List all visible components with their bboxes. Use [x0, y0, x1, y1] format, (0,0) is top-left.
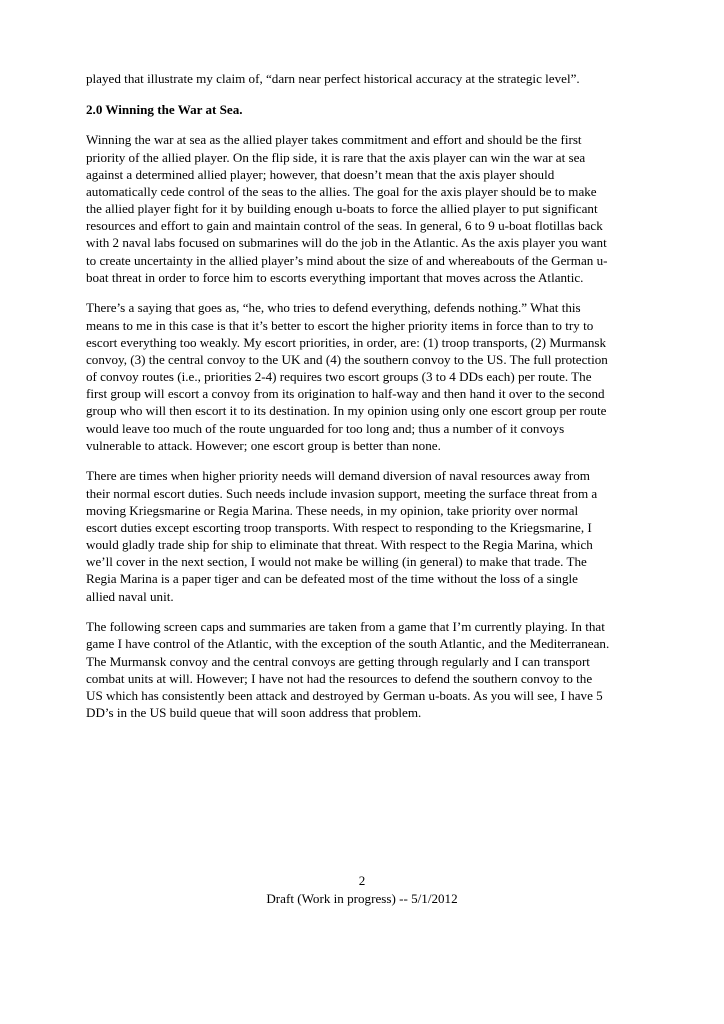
paragraph-winning-overview: Winning the war at sea as the allied player takes commitment and effort and should be the first priority of the allied player. On the flip side, it is rare that the axis player can win the war at sea against a determined allied player; however, that doesn’t mean that the axis player should automatically cede control of the seas to the allies. The goal for the axis player should be to make the allied player fight for it by building enough u-boats to force the allied player to put significant resources and effort to gain and maintain control of the seas. In general, 6 to 9 u-boat flotillas back with 2 naval labs focused on submarines will do the job in the Atlantic. As the axis player you want to create uncertainty in the allied player’s mind about the size of and whereabouts of the German u-boat threat in order to force him to escorts everything important that moves across the Atlantic.	[86, 132, 608, 285]
document-body	[86, 70, 610, 735]
paragraph-continuation: played that illustrate my claim of, “darn near perfect historical accuracy at the strategic level”.	[86, 71, 580, 86]
paragraph-naval-diversion: There are times when higher priority needs will demand diversion of naval resources away from their normal escort duties. Such needs include invasion support, meeting the surface threat from a moving Kriegsmarine or Regia Marina. These needs, in my opinion, take priority over normal escort duties except escorting troop transports. With respect to responding to the Kriegsmarine, I would gladly trade ship for ship to eliminate that threat. With respect to the Regia Marina, which we’ll cover in the next section, I would not make be willing (in general) to make that trade. The Regia Marina is a paper tiger and can be defeated most of the time without the loss of a single allied naval unit.	[86, 468, 598, 604]
footer-note: Draft (Work in progress) -- 5/1/2012	[266, 891, 458, 906]
page-number: 2	[358, 873, 366, 888]
paragraph-screen-caps: The following screen caps and summaries are taken from a game that I’m currently playing. In that game I have control of the Atlantic, with the exception of the south Atlantic, and the Mediterranean. The Murmansk convoy and the central convoys are getting through regularly and I can transport combat units at will. However; I have not had the resources to defend the southern convoy to the US which has consistently been attack and destroyed by German u-boats. As you will see, I have 5 DD’s in the US build queue that will soon address that problem.	[86, 619, 610, 721]
paragraph-escort-priorities: There’s a saying that goes as, “he, who tries to defend everything, defends nothing.” What this means to me in this case is that it’s better to escort the higher priority items in force than to try to escort everything too weakly. My escort priorities, in order, are: (1) troop transports, (2) Murmansk convoy, (3) the central convoy to the UK and (4) the southern convoy to the US. The full protection of convoy routes (i.e., priorities 2-4) requires two escort groups (3 to 4 DDs each) per route. The first group will escort a convoy from its origination to half-way and then hand it over to the second group who will then escort it to its destination. In my opinion using only one escort group per route would leave too much of the route unguarded for too long and; thus a number of it convoys vulnerable to attack. However; one escort group is better than none.	[86, 300, 608, 453]
section-heading-winning-war-at-sea: 2.0 Winning the War at Sea.	[86, 101, 243, 117]
